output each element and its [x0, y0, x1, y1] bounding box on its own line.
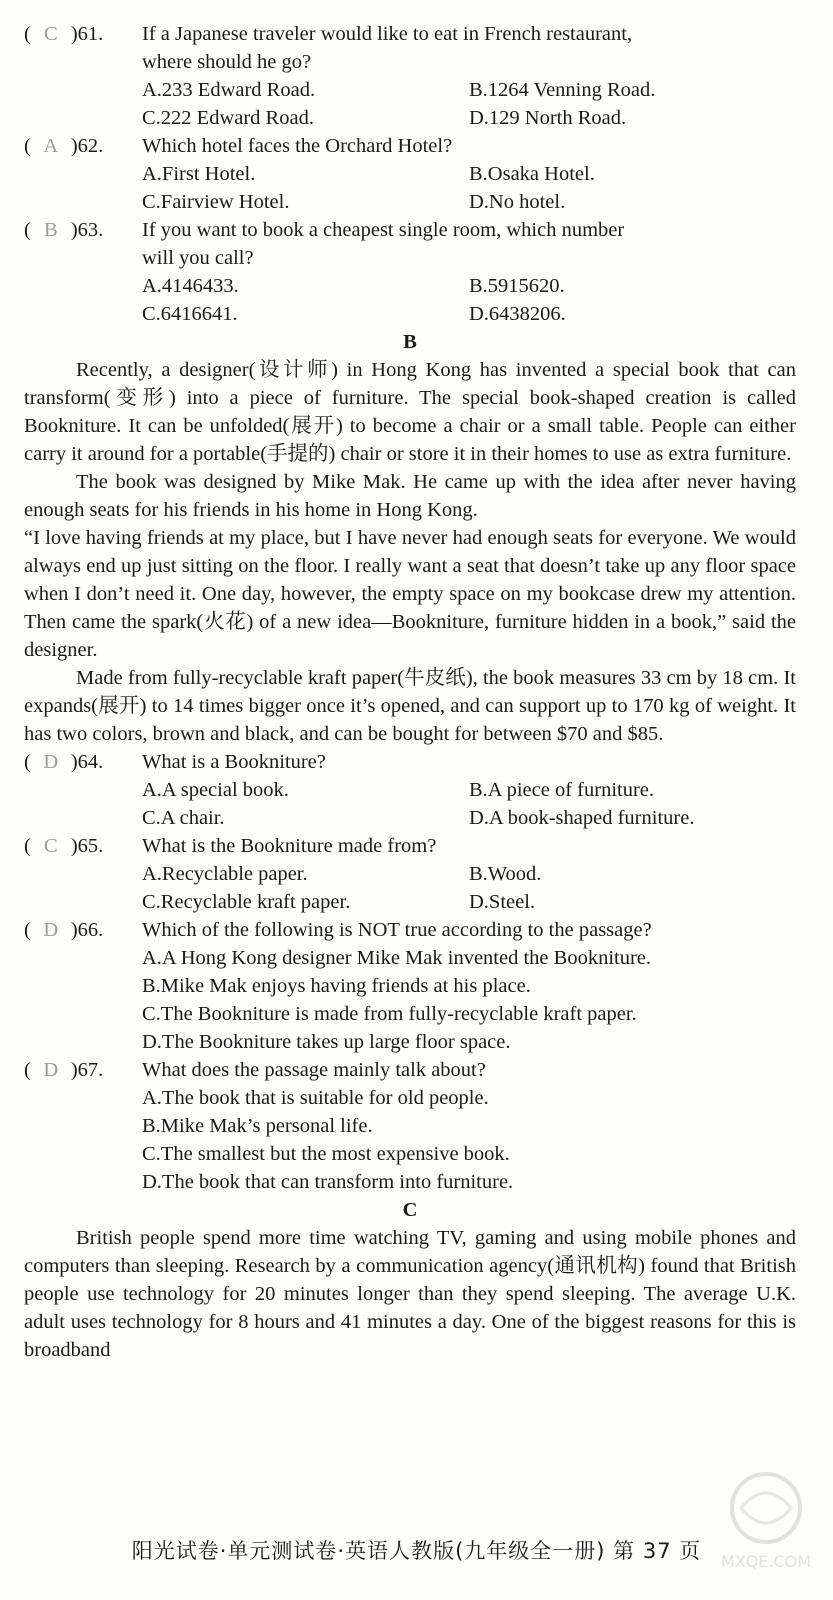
question-number: )61.: [70, 23, 104, 45]
passage-c: [24, 1224, 796, 1364]
question-text: Which hotel faces the Orchard Hotel?: [142, 135, 453, 157]
option-a: A.233 Edward Road.: [142, 79, 316, 101]
option-d: D.129 North Road.: [469, 107, 627, 129]
question-text: What is a Bookniture?: [142, 751, 326, 773]
option-c: C.A chair.: [142, 807, 225, 829]
question-61: [24, 20, 796, 48]
option-b: B.Osaka Hotel.: [469, 163, 595, 185]
option-b: B.Mike Mak enjoys having friends at his place.: [142, 975, 531, 997]
answer-paren: ( A )62.: [24, 132, 142, 160]
question-text: What is the Bookniture made from?: [142, 835, 437, 857]
answer-letter: D: [43, 1059, 59, 1081]
question-text: What does the passage mainly talk about?: [142, 1059, 486, 1081]
question-number: )65.: [70, 835, 104, 857]
answer-letter: A: [43, 135, 59, 157]
answer-letter: B: [43, 219, 58, 241]
options-row: [24, 76, 796, 104]
question-number: )62.: [70, 135, 104, 157]
answer-paren: ( B )63.: [24, 216, 142, 244]
options-row: [24, 160, 796, 188]
question-text: If you want to book a cheapest single room, which number: [142, 219, 625, 241]
option-a: A.A Hong Kong designer Mike Mak invented the Bookniture.: [142, 947, 652, 969]
passage-paragraph: Recently, a designer(设计师) in Hong Kong has invented a special book that can transform(变形) into a piece of furniture. The special book-shaped creation is called Bookniture. It can be unfolded(展开) to become a chair or a small table. People can either carry it around for a portable(手提的) chair or store it in their homes to use as extra furniture.: [24, 359, 796, 465]
option-c: C.Recyclable kraft paper.: [142, 891, 351, 913]
option-d: D.The Bookniture takes up large floor space.: [142, 1031, 511, 1053]
question-text: Which of the following is NOT true according to the passage?: [142, 919, 652, 941]
option-c: C.Fairview Hotel.: [142, 191, 290, 213]
answer-letter: C: [43, 23, 58, 45]
option-c: C.The Bookniture is made from fully-recyclable kraft paper.: [142, 1003, 637, 1025]
passage-paragraph: The book was designed by Mike Mak. He came up with the idea after never having enough seats for his friends in his home in Hong Kong.: [24, 471, 796, 521]
answer-paren: ( D )64.: [24, 748, 142, 776]
answer-paren: ( C )61.: [24, 20, 142, 48]
option-d: D.The book that can transform into furniture.: [142, 1171, 514, 1193]
question-text: If a Japanese traveler would like to eat in French restaurant,: [142, 23, 633, 45]
passage-b: [24, 356, 796, 748]
option-d: D.Steel.: [469, 891, 536, 913]
question-number: )67.: [70, 1059, 104, 1081]
option-a: A.Recyclable paper.: [142, 863, 308, 885]
question-text-continued: where should he go?: [142, 51, 312, 73]
section-heading-c: C: [402, 1199, 418, 1221]
option-a: A.4146433.: [142, 275, 239, 297]
options-row: [24, 272, 796, 300]
section-heading-b: B: [403, 331, 417, 353]
option-b: B.1264 Venning Road.: [469, 79, 656, 101]
passage-paragraph: British people spend more time watching TV, gaming and using mobile phones and computers than sleeping. Research by a communication agency(通讯机构) found that British people use technology for 20 minutes longer than they spend sleeping. The average U.K. adult uses technology for 8 hours and 41 minutes a day. One of the biggest reasons for this is broadband: [24, 1227, 796, 1361]
option-a: A.A special book.: [142, 779, 289, 801]
answer-paren: ( C )65.: [24, 832, 142, 860]
question-number: )66.: [70, 919, 104, 941]
question-63: [24, 216, 796, 244]
exam-page: [24, 20, 796, 1364]
question-64: [24, 748, 796, 776]
answer-letter: C: [43, 835, 58, 857]
option-a: A.The book that is suitable for old people.: [142, 1087, 489, 1109]
question-67: [24, 1056, 796, 1084]
option-d: D.No hotel.: [469, 191, 566, 213]
question-text-continued: will you call?: [142, 247, 254, 269]
page-footer: 阳光试卷·单元测试卷·英语人教版(九年级全一册) 第 37 页: [131, 1539, 702, 1563]
option-c: C.222 Edward Road.: [142, 107, 314, 129]
question-number: )63.: [70, 219, 104, 241]
options-row: [24, 804, 796, 832]
options-row: [24, 860, 796, 888]
options-row: [24, 300, 796, 328]
question-65: [24, 832, 796, 860]
watermark-text: MXQE.COM: [720, 1552, 812, 1571]
options-row: [24, 776, 796, 804]
answer-paren: ( D )66.: [24, 916, 142, 944]
option-b: B.5915620.: [469, 275, 565, 297]
option-b: B.Wood.: [469, 863, 542, 885]
passage-paragraph: “I love having friends at my place, but I have never had enough seats for everyone. We would always end up just sitting on the floor. I really want a seat that doesn’t take up any floor space when I don’t need it. One day, however, the empty space on my bookcase drew my attention. Then came the spark(火花) of a new idea—Bookniture, furniture hidden in a book,” said the designer.: [24, 527, 796, 661]
option-b: B.A piece of furniture.: [469, 779, 655, 801]
options-row: [24, 188, 796, 216]
question-62: [24, 132, 796, 160]
question-66: [24, 916, 796, 944]
passage-paragraph: Made from fully-recyclable kraft paper(牛皮纸), the book measures 33 cm by 18 cm. It expands(展开) to 14 times bigger once it’s opened, and can support up to 170 kg of weight. It has two colors, brown and black, and can be bought for between $70 and $85.: [24, 667, 796, 745]
question-number: )64.: [70, 751, 104, 773]
answer-letter: D: [43, 751, 59, 773]
options-row: [24, 104, 796, 132]
option-a: A.First Hotel.: [142, 163, 256, 185]
answer-letter: D: [43, 919, 59, 941]
option-c: C.6416641.: [142, 303, 238, 325]
option-c: C.The smallest but the most expensive book.: [142, 1143, 510, 1165]
option-d: D.6438206.: [469, 303, 566, 325]
answer-paren: ( D )67.: [24, 1056, 142, 1084]
option-b: B.Mike Mak’s personal life.: [142, 1115, 373, 1137]
option-d: D.A book-shaped furniture.: [469, 807, 695, 829]
options-row: [24, 888, 796, 916]
